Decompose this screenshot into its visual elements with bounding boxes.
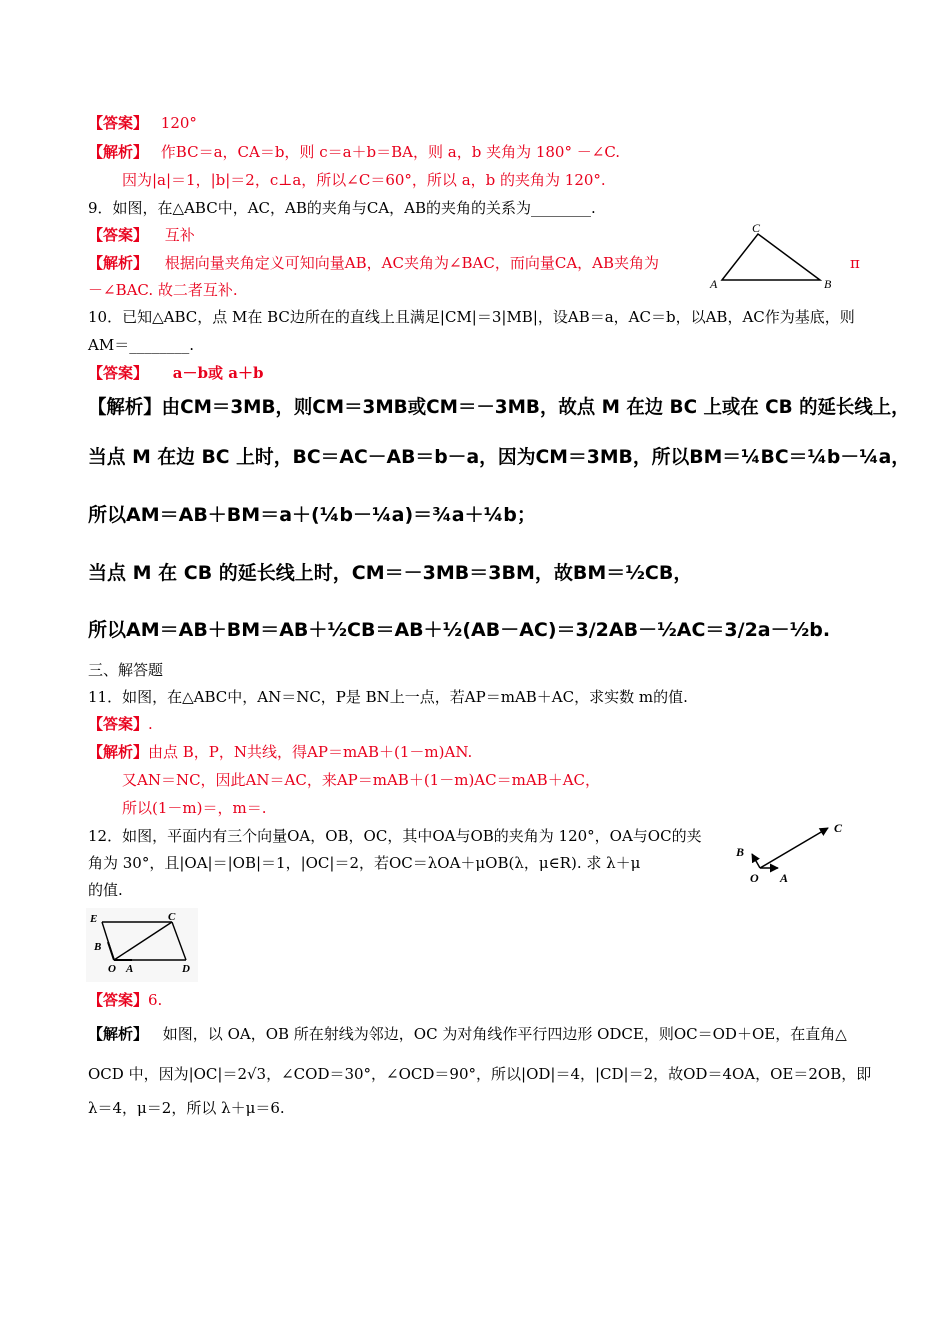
answer-text: . [148, 715, 153, 733]
vector-oc [760, 828, 828, 868]
label-o: O [108, 963, 116, 975]
label-d: D [182, 963, 190, 975]
q10-question-line-2: AM＝________. [88, 336, 194, 354]
explanation-text: 由CM＝3MB，则CM＝3MB或CM＝－3MB，故点 M 在边 BC 上或在 CB 的延长线上， [161, 396, 910, 418]
q8-explanation-line-1 [88, 142, 620, 162]
label-a: A [710, 277, 718, 291]
q9-answer-line [88, 225, 195, 245]
q12-vector-figure [728, 816, 858, 888]
label-b: B [94, 941, 102, 953]
q10-explanation-line-2: 当点 M 在边 BC 上时，BC＝AC－AB＝b－a，因为CM＝3MB，所以BM＝¼BC＝¼b－¼a， [88, 446, 911, 468]
explanation-text: 由点 B，P，N共线，得AP＝mAB＋(1－m)AN. [148, 743, 473, 761]
q9-explanation-pi: π [850, 254, 860, 272]
explanation-text: 如图，以 OA，OB 所在射线为邻边，OC 为对角线作平行四边形 ODCE，则OC＝OD＋OE，在直角△ [162, 1025, 847, 1043]
answer-text: a－b或 a＋b [172, 364, 264, 382]
q9-explanation-line-2: －∠BAC. 故二者互补. [88, 281, 238, 299]
q10-explanation-line-1 [88, 394, 910, 420]
answer-tag: 【答案】 [88, 226, 149, 244]
q11-explanation-line-2: 又AN＝NC，因此AN＝AC，来AP＝mAB＋(1－m)AC＝mAB＋AC， [122, 771, 601, 789]
answer-tag: 【答案】 [88, 991, 149, 1009]
q11-question: 11．如图，在△ABC中，AN＝NC，P是 BN上一点，若AP＝mAB＋AC，求实数 m的值. [88, 688, 688, 706]
q9-question: 9．如图，在△ABC中，AC，AB的夹角与CA，AB的夹角的关系为________. [88, 199, 596, 217]
label-c: C [752, 221, 761, 235]
label-e: E [90, 913, 98, 925]
answer-text: 120° [160, 114, 197, 132]
q8-answer-line [88, 113, 197, 133]
explanation-text: 根据向量夹角定义可知向量AB，AC夹角为∠BAC，而向量CA，AB夹角为 [164, 254, 660, 272]
explanation-tag: 【解析】 [88, 1025, 149, 1043]
q9-explanation-line-1 [88, 253, 659, 273]
vector-ob [752, 854, 760, 868]
answer-tag: 【答案】 [88, 715, 149, 733]
q11-answer-line [88, 714, 153, 734]
q8-explanation-line-2: 因为|a|＝1，|b|＝2，c⊥a，所以∠C＝60°，所以 a，b 的夹角为 120°. [122, 171, 606, 189]
q10-explanation-line-4: 当点 M 在 CB 的延长线上时，CM＝－3MB＝3BM，故BM＝½CB， [88, 562, 693, 584]
answer-tag: 【答案】 [88, 364, 149, 382]
q10-question-line-1: 10．已知△ABC，点 M在 BC边所在的直线上且满足|CM|＝3|MB|，设AB＝a，AC＝b，以AB，AC作为基底，则 [88, 308, 855, 326]
q12-question-line-2: 角为 30°，且|OA|＝|OB|＝1，|OC|＝2，若OC＝λOA＋μOB(λ，μ∈R). 求 λ＋μ [88, 854, 641, 872]
q12-explanation-line-2: OCD 中，因为|OC|＝2√3，∠COD＝30°，∠OCD＝90°，所以|OD|＝4，|CD|＝2，故OD＝4OA，OE＝2OB，即 [88, 1065, 872, 1083]
q11-explanation-line-1 [88, 742, 472, 762]
q12-question-line-3: 的值. [88, 881, 123, 899]
label-b: B [824, 277, 832, 291]
explanation-tag: 【解析】 [88, 143, 149, 161]
label-o: O [750, 871, 759, 885]
q9-triangle-figure [700, 220, 840, 296]
explanation-text: 作BC＝a，CA＝b，则 c＝a＋b＝BA，则 a，b 夹角为 180° －∠C. [160, 143, 621, 161]
q10-answer-line [88, 363, 263, 383]
explanation-tag: 【解析】 [88, 743, 149, 761]
answer-text: 6. [148, 991, 163, 1009]
label-a: A [126, 963, 134, 975]
explanation-tag: 【解析】 [88, 254, 149, 272]
explanation-tag: 【解析】 [88, 396, 162, 418]
q12-answer-line [88, 990, 162, 1010]
answer-text: 互补 [164, 226, 195, 244]
q10-explanation-line-5: 所以AM＝AB＋BM＝AB＋½CB＝AB＋½(AB－AC)＝3/2AB－½AC＝3/2a－½b. [88, 619, 831, 641]
answer-tag: 【答案】 [88, 114, 149, 132]
label-c: C [834, 821, 843, 835]
q12-explanation-line-3: λ＝4，μ＝2，所以 λ＋μ＝6. [88, 1099, 285, 1117]
q12-parallelogram-figure [86, 908, 198, 982]
q11-explanation-line-3: 所以(1－m)＝，m＝. [122, 799, 267, 817]
triangle-abc [722, 234, 820, 280]
q12-explanation-line-1 [88, 1024, 847, 1044]
q10-explanation-line-3: 所以AM＝AB＋BM＝a＋(¼b－¼a)＝¾a＋¼b； [88, 504, 536, 526]
q12-question-line-1: 12．如图，平面内有三个向量OA，OB，OC，其中OA与OB的夹角为 120°，OA与OC的夹 [88, 827, 702, 845]
section-heading: 三、解答题 [88, 661, 164, 679]
label-c: C [168, 911, 176, 923]
label-a: A [780, 871, 789, 885]
label-b: B [736, 845, 745, 859]
